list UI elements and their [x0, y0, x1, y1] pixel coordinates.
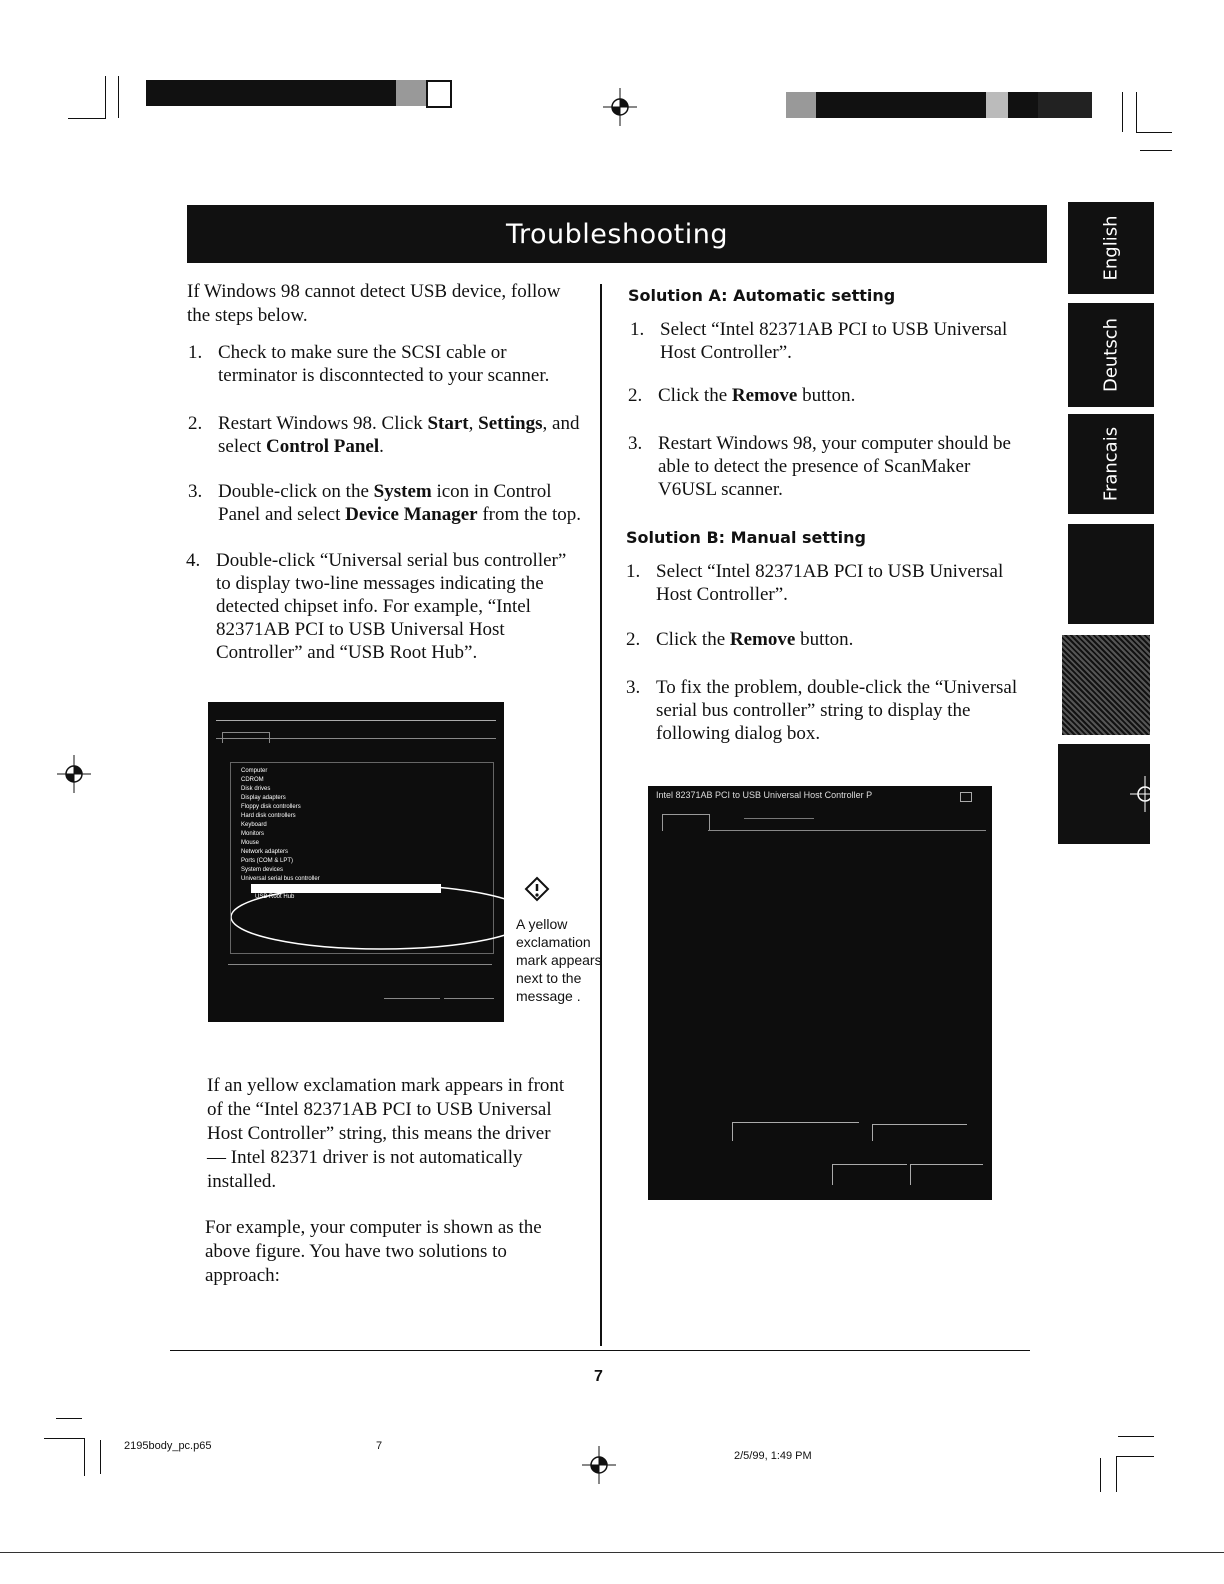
intro-text: If Windows 98 cannot detect USB device, follow the steps below.	[187, 281, 561, 326]
crop-mark-bottom-left-h	[44, 1438, 84, 1439]
tree-item: Network adapters	[241, 849, 289, 855]
tree-item: Universal serial bus controller	[241, 876, 320, 882]
crop-mark-top-right	[1136, 132, 1172, 133]
page-number: 7	[594, 1368, 603, 1385]
step-number: 3.	[628, 433, 643, 454]
button-placeholder[interactable]	[384, 998, 440, 1015]
step-number: 3.	[626, 677, 641, 698]
field-box	[732, 1122, 859, 1141]
step-number: 2.	[628, 385, 643, 406]
step-line: serial bus controller” string to display the	[656, 700, 971, 721]
tab-general[interactable]	[662, 814, 710, 831]
tree-item: CDROM	[241, 777, 264, 783]
step-line: terminator is disconntected to your scanner.	[218, 365, 550, 386]
step-line: Host Controller”.	[656, 584, 788, 605]
tab-blank-2	[1062, 635, 1150, 735]
step-line: 82371AB PCI to USB Universal Host	[216, 619, 505, 640]
step-line: Restart Windows 98, your computer should be	[658, 433, 1011, 454]
callout-line: A yellow	[516, 916, 568, 932]
tree-item: Mouse	[241, 840, 260, 846]
step-line: Check to make sure the SCSI cable or	[218, 342, 507, 363]
crop-mark-top-left	[68, 118, 106, 119]
page-title: Troubleshooting	[187, 205, 1047, 263]
para-line: installed.	[207, 1171, 277, 1192]
exclamation-mark-icon	[524, 876, 550, 902]
step-line: Panel and select Device Manager from the top.	[218, 504, 582, 525]
highlight-ellipse	[231, 875, 531, 955]
step-line: Host Controller”.	[660, 342, 792, 363]
crop-mark-top-right-h2	[1140, 150, 1172, 151]
device-manager-screenshot	[208, 702, 504, 1022]
step-line: Double-click on the System icon in Control	[218, 481, 552, 502]
crop-mark-bottom-left-v2	[100, 1440, 101, 1474]
step-line: following dialog box.	[656, 723, 821, 744]
crop-mark-bottom-right-v2	[1100, 1458, 1101, 1492]
tab-deutsch-label: Deutsch	[1100, 317, 1122, 393]
crop-mark-bottom-right	[1118, 1436, 1154, 1437]
step-line: to display two-line messages indicating the	[216, 573, 544, 594]
color-bar-right-end-gray	[1038, 92, 1092, 118]
step-number: 2.	[626, 629, 641, 650]
tab-francais-label: Francais	[1100, 426, 1122, 502]
step-line: able to detect the presence of ScanMaker	[658, 456, 971, 477]
device-tree[interactable]	[230, 762, 494, 954]
step-number: 4.	[186, 550, 201, 571]
para-line: above figure. You have two solutions to	[205, 1241, 507, 1262]
crop-mark-top-right-v2	[1136, 92, 1137, 132]
tab-english[interactable]	[1068, 202, 1154, 294]
crop-mark-bottom-left-v	[84, 1438, 85, 1476]
callout-line: mark appears	[516, 952, 602, 968]
tree-item: Ports (COM & LPT)	[241, 858, 294, 864]
tab-english-label: English	[1100, 215, 1122, 281]
para-line: If an yellow exclamation mark appears in front	[207, 1075, 565, 1096]
callout-line: next to the	[516, 970, 582, 986]
column-divider	[600, 284, 602, 1346]
dialog-title: Intel 82371AB PCI to USB Universal Host Controller P	[656, 790, 873, 800]
step-line: Select “Intel 82371AB PCI to USB Universal	[656, 561, 1004, 582]
para-line: Host Controller” string, this means the driver	[207, 1123, 551, 1144]
tree-item: Keyboard	[241, 822, 267, 828]
registration-mark-top-icon	[603, 88, 637, 126]
tree-item: Hard disk controllers	[241, 813, 296, 819]
step-line: To fix the problem, double-click the “Universal	[656, 677, 1018, 698]
step-line: Restart Windows 98. Click Start, Settings, and	[218, 413, 580, 434]
tree-item: Monitors	[241, 831, 265, 837]
tree-item: Computer	[241, 768, 268, 774]
color-bar-left	[146, 80, 396, 106]
bottom-rule	[170, 1350, 1030, 1351]
button-placeholder[interactable]	[444, 998, 494, 1015]
field-box	[872, 1124, 967, 1141]
tree-item: Display adapters	[241, 795, 286, 801]
color-bar-left-white	[426, 80, 452, 108]
usb-controller-properties-screenshot	[648, 786, 992, 1200]
explanation-paragraph	[207, 1074, 599, 1194]
step-line: Select “Intel 82371AB PCI to USB Universal	[660, 319, 1008, 340]
step-line: Click the Remove button.	[658, 385, 856, 406]
tree-item: System devices	[241, 867, 284, 873]
step-number: 2.	[188, 413, 203, 434]
step-number: 1.	[188, 342, 203, 363]
crop-mark-bottom-right-h	[1116, 1456, 1154, 1457]
ok-button[interactable]	[832, 1164, 907, 1185]
step-line: Double-click “Universal serial bus controller”	[216, 550, 567, 571]
tree-item: Disk drives	[241, 786, 271, 792]
callout-text	[516, 915, 612, 1005]
step-line: select Control Panel.	[218, 436, 384, 457]
color-bar-left-gray	[396, 80, 426, 106]
close-icon[interactable]	[960, 792, 972, 802]
callout-line: exclamation	[516, 934, 591, 950]
tree-item: USB Root Hub	[255, 894, 295, 900]
para-line: of the “Intel 82371AB PCI to USB Universal	[207, 1099, 552, 1120]
crop-mark-top-left-v	[105, 76, 106, 118]
tab-francais[interactable]	[1068, 414, 1154, 514]
registration-mark-left-icon	[57, 755, 91, 793]
footer-date: 2/5/99, 1:49 PM	[734, 1450, 812, 1462]
tab-blank-1	[1068, 524, 1154, 624]
step-line: V6USL scanner.	[658, 479, 783, 500]
crop-mark-bottom-right-v	[1116, 1456, 1117, 1492]
para-line: approach:	[205, 1265, 280, 1286]
page-bottom-edge	[0, 1552, 1224, 1553]
step-number: 3.	[188, 481, 203, 502]
step-line: Click the Remove button.	[656, 629, 854, 650]
para-line: — Intel 82371 driver is not automatically	[207, 1147, 523, 1168]
color-bar-right-end	[1008, 92, 1038, 118]
solution-b-heading: Solution B: Manual setting	[626, 528, 866, 547]
crop-mark-top-left-v2	[118, 76, 119, 118]
solution-a-heading: Solution A: Automatic setting	[628, 286, 896, 305]
footer-filename: 2195body_pc.p65	[124, 1440, 212, 1452]
cancel-button[interactable]	[910, 1164, 983, 1185]
footer-page: 7	[376, 1440, 383, 1452]
color-bar-right-gray	[786, 92, 816, 118]
crop-mark-bottom-left	[56, 1418, 82, 1419]
example-paragraph	[205, 1216, 597, 1288]
tab-deutsch[interactable]	[1068, 303, 1154, 407]
intro-paragraph	[187, 280, 587, 328]
registration-mark-right-icon	[1130, 776, 1160, 812]
crop-mark-top-right-v	[1122, 92, 1123, 132]
step-number: 1.	[630, 319, 645, 340]
step-line: detected chipset info. For example, “Intel	[216, 596, 531, 617]
registration-mark-bottom-icon	[582, 1446, 616, 1484]
step-number: 1.	[626, 561, 641, 582]
color-bar-right	[816, 92, 986, 118]
callout-line: message .	[516, 988, 581, 1004]
color-bar-right-white	[986, 92, 1008, 118]
tree-item: Floppy disk controllers	[241, 804, 301, 810]
para-line: For example, your computer is shown as the	[205, 1217, 542, 1238]
step-line: Controller” and “USB Root Hub”.	[216, 642, 478, 663]
